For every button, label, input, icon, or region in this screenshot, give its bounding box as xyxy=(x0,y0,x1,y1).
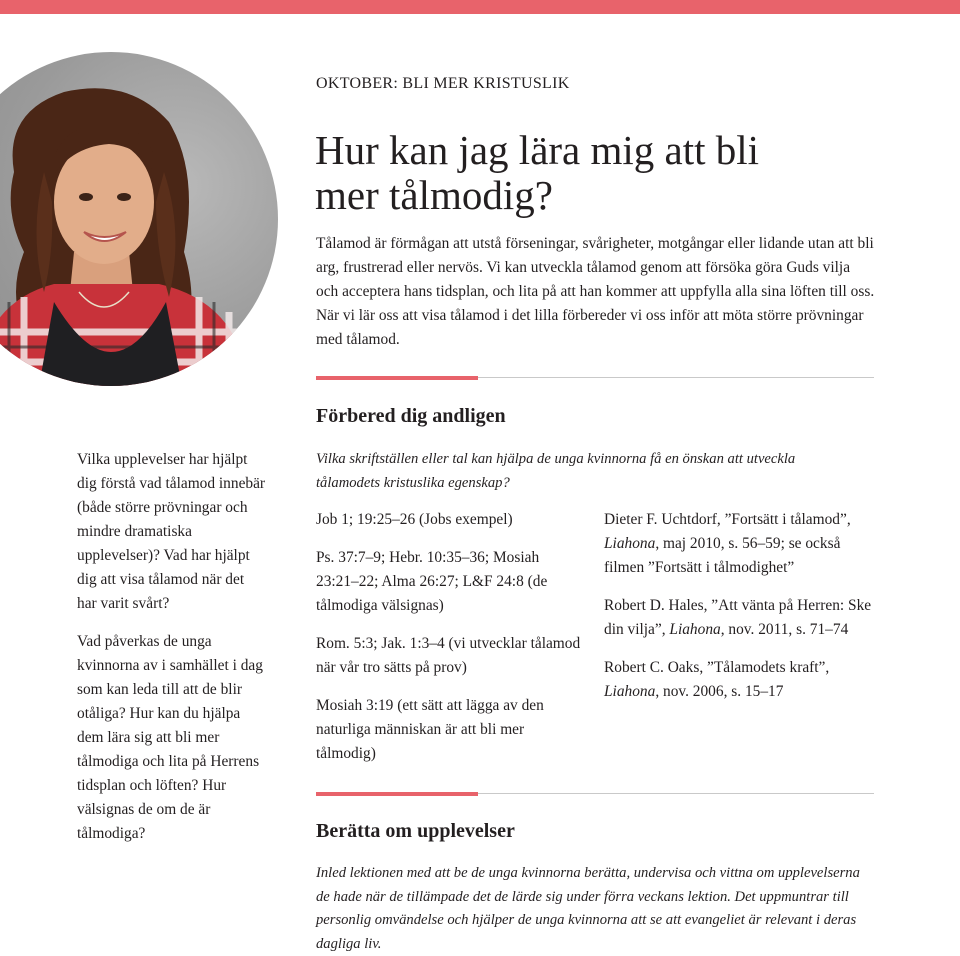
title-line-1: Hur kan jag lära mig att bli xyxy=(315,127,760,173)
title-line-2: mer tålmodig? xyxy=(315,172,553,218)
divider-accent xyxy=(316,376,478,380)
scripture-item: Rom. 5:3; Jak. 1:3–4 (vi utvecklar tålamod när vår tro sätts på prov) xyxy=(316,635,581,676)
talk-list xyxy=(604,508,876,718)
talk-item xyxy=(604,508,876,580)
scripture-item: Ps. 37:7–9; Hebr. 10:35–36; Mosiah 23:21–22; Alma 26:27; L&F 24:8 (de tålmodiga välsignas) xyxy=(316,549,548,614)
scripture-item: Job 1; 19:25–26 (Jobs exempel) xyxy=(316,511,513,528)
scripture-item: Mosiah 3:19 (ett sätt att lägga av den naturliga människan är att bli mer tålmodig) xyxy=(316,697,544,762)
page-title xyxy=(315,128,875,218)
portrait-illustration xyxy=(0,52,278,386)
talk-reference: , nov. 2006, s. 15–17 xyxy=(655,683,784,700)
portrait-photo xyxy=(0,52,278,386)
top-accent-bar xyxy=(0,0,960,14)
share-instructions: Inled lektionen med att be de unga kvinnorna berätta, undervisa och vittna om upplevelserna de hade när de tillämpade det de lärde sig under förra veckans lektion. Det uppmuntrar till personlig omvändelse och hjälper de unga kvinnorna att se att evangeliet är relevant i deras dagliga liv. xyxy=(316,865,860,952)
scripture-list xyxy=(316,508,581,780)
talk-author-title: Robert D. Hales, ”Att vänta på Herren: Ske din vilja”, xyxy=(604,597,872,638)
section-label: OKTOBER: BLI MER KRISTUSLIK xyxy=(316,75,570,92)
divider-accent xyxy=(316,792,478,796)
talk-item xyxy=(604,594,876,642)
sidebar-questions xyxy=(77,448,267,860)
talk-author-title: Dieter F. Uchtdorf, ”Fortsätt i tålamod”, xyxy=(604,511,851,528)
sidebar-paragraph: Vad påverkas de unga kvinnorna av i samhället i dag som kan leda till att de blir otåliga? Hur kan du hjälpa dem lära sig att bli mer tålmodiga och lita på Herrens tidsplan och löften? Hur välsignas de om de är tålmodiga? xyxy=(77,633,263,842)
talk-source: Liahona xyxy=(669,621,721,638)
talk-source: Liahona xyxy=(604,683,656,700)
share-heading: Berätta om upplevelser xyxy=(316,820,515,842)
talk-item xyxy=(604,656,876,704)
prepare-question: Vilka skriftställen eller tal kan hjälpa de unga kvinnorna få en önskan att utveckla tålamodets kristuslika egenskap? xyxy=(316,451,796,491)
section-divider xyxy=(316,792,874,796)
section-divider xyxy=(316,376,874,380)
sidebar-paragraph: Vilka upplevelser har hjälpt dig förstå vad tålamod innebär (både större prövningar och mindre dramatiska upplevelser)? Vad har hjälpt dig att visa tålamod när det har varit svårt? xyxy=(77,451,266,612)
talk-author-title: Robert C. Oaks, ”Tålamodets kraft”, xyxy=(604,659,830,676)
divider-rule xyxy=(478,377,874,378)
divider-rule xyxy=(478,793,874,794)
talk-reference: , nov. 2011, s. 71–74 xyxy=(720,621,849,638)
prepare-heading: Förbered dig andligen xyxy=(316,405,506,427)
talk-reference: , maj 2010, s. 56–59; se också filmen ”Fortsätt i tålmodighet” xyxy=(604,535,841,576)
intro-paragraph: Tålamod är förmågan att utstå förseningar, svårigheter, motgångar eller lidande utan att bli arg, frustrerad eller nervös. Vi kan utveckla tålamod genom att försöka göra Guds vilja och acceptera hans tidsplan, och lita på att han kommer att uppfylla alla sina löften till oss. När vi lär oss att visa tålamod i det lilla förbereder vi oss inför att möta större prövningar med tålamod. xyxy=(316,235,875,348)
talk-source: Liahona xyxy=(604,535,656,552)
